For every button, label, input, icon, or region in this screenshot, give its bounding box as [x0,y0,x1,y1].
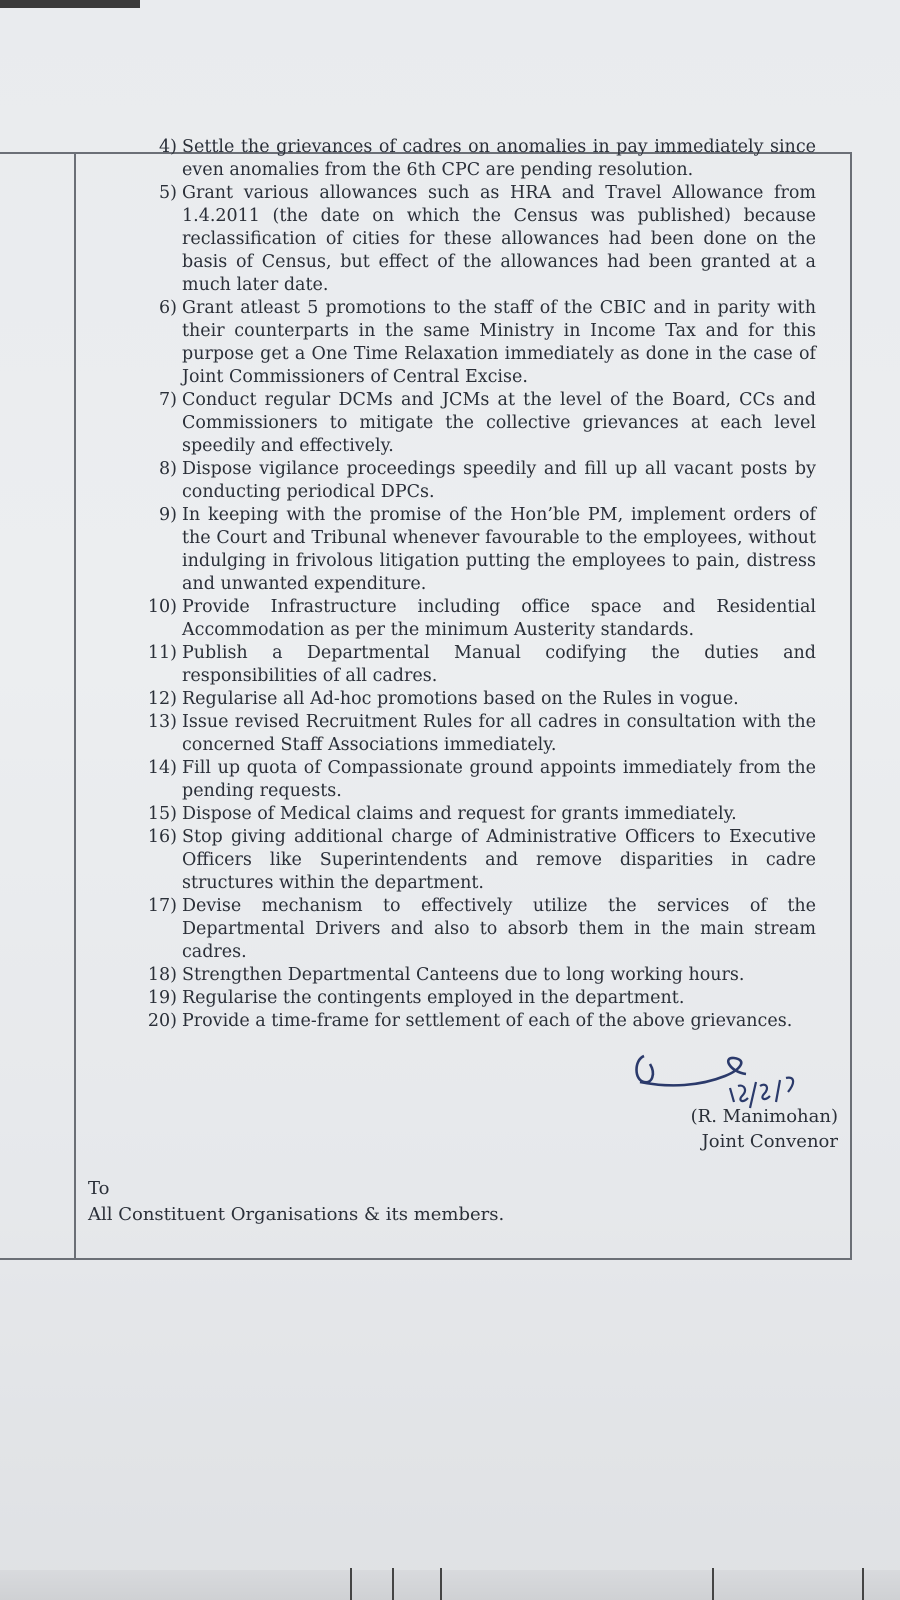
item-text: Regularise all Ad-hoc promotions based on the Rules in vogue. [182,689,739,709]
top-edge-strip [0,0,140,8]
item-text: In keeping with the promise of the Hon’ble PM, implement orders of the Court and Tribunal whenever favourable to the employees, without indulging in frivolous litigation putting the employees to pain, distress and unwanted expenditure. [182,505,816,594]
item-number: 13) [147,712,177,732]
bottom-divider [862,1568,864,1600]
addressee-text: All Constituent Organisations & its members. [88,1204,505,1225]
bottom-divider [350,1568,352,1600]
item-text: Devise mechanism to effectively utilize the services of the Departmental Drivers and also to absorb them in the main stream cadres. [182,896,816,962]
list-item [140,297,816,389]
item-number: 6) [159,298,177,318]
item-text: Provide a time-frame for settlement of each of the above grievances. [182,1011,793,1031]
item-number: 18) [147,965,177,985]
item-number: 8) [159,459,177,479]
item-text: Grant atleast 5 promotions to the staff of the CBIC and in parity with their counterparts in the same Ministry in Income Tax and for this purpose get a One Time Relaxation immediately as done in the case of Joint Commissioners of Central Excise. [182,298,816,387]
item-text: Conduct regular DCMs and JCMs at the level of the Board, CCs and Commissioners to mitigate the collective grievances at each level speedily and effectively. [182,390,816,456]
item-number: 4) [159,137,177,157]
list-item [140,826,816,895]
item-number: 20) [147,1011,177,1031]
item-number: 17) [147,896,177,916]
list-item [140,642,816,688]
list-item [140,895,816,964]
list-item [140,182,816,297]
list-item [140,757,816,803]
item-text: Grant various allowances such as HRA and Travel Allowance from 1.4.2011 (the date on which the Census was published) because reclassification of cities for these allowances had been done on the basis of Census, but effect of the allowances had been granted at a much later date. [182,183,816,295]
item-text: Regularise the contingents employed in the department. [182,988,685,1008]
item-text: Dispose of Medical claims and request for grants immediately. [182,804,737,824]
list-item [140,803,816,826]
margin-rule [74,152,76,1260]
item-text: Fill up quota of Compassionate ground appoints immediately from the pending requests. [182,758,816,801]
item-number: 10) [147,597,177,617]
addressee-label: To [88,1178,110,1199]
item-number: 15) [147,804,177,824]
list-item [140,964,816,987]
list-item [140,458,816,504]
item-text: Dispose vigilance proceedings speedily and fill up all vacant posts by conducting periodical DPCs. [182,459,816,502]
item-number: 16) [147,827,177,847]
list-item [140,711,816,757]
list-item [140,1010,816,1033]
item-text: Settle the grievances of cadres on anomalies in pay immediately since even anomalies from the 6th CPC are pending resolution. [182,137,816,180]
list-item [140,389,816,458]
list-item [140,136,816,182]
item-number: 19) [147,988,177,1008]
item-text: Provide Infrastructure including office space and Residential Accommodation as per the minimum Austerity standards. [182,597,816,640]
item-number: 9) [159,505,177,525]
bottom-divider [712,1568,714,1600]
item-text: Issue revised Recruitment Rules for all cadres in consultation with the concerned Staff Associations immediately. [182,712,816,755]
handwritten-signature [630,1052,830,1112]
item-number: 7) [159,390,177,410]
bottom-edge-strip [0,1570,900,1600]
bottom-divider [392,1568,394,1600]
item-number: 5) [159,183,177,203]
item-text: Strengthen Departmental Canteens due to long working hours. [182,965,745,985]
signatory-name: (R. Manimohan) [690,1106,838,1127]
grievance-list [140,136,816,1033]
item-number: 12) [147,689,177,709]
list-item [140,987,816,1010]
list-item [140,596,816,642]
signatory-title: Joint Convenor [701,1131,838,1152]
list-item [140,504,816,596]
item-number: 14) [147,758,177,778]
item-text: Publish a Departmental Manual codifying the duties and responsibilities of all cadres. [182,643,816,686]
bottom-divider [440,1568,442,1600]
list-item [140,688,816,711]
item-number: 11) [147,643,177,663]
item-text: Stop giving additional charge of Administrative Officers to Executive Officers like Superintendents and remove disparities in cadre structures within the department. [182,827,816,893]
